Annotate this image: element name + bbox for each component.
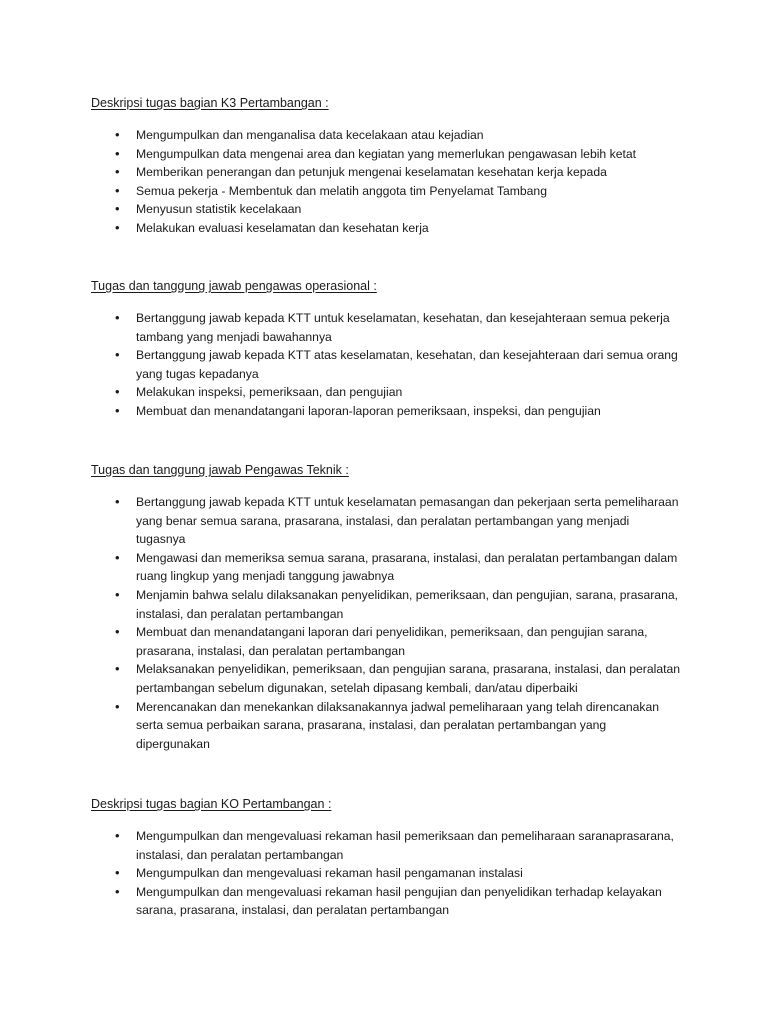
section-k3-pertambangan xyxy=(91,94,691,238)
bullet-list xyxy=(91,493,691,753)
list-item: • Melakukan inspeksi, pemeriksaan, dan pengujian xyxy=(91,383,681,402)
list-item: • Mengawasi dan memeriksa semua sarana, prasarana, instalasi, dan peralatan pertambangan dalam ruang lingkup yang menjadi tanggung jawabnya xyxy=(91,549,681,586)
list-item: • Semua pekerja - Membentuk dan melatih anggota tim Penyelamat Tambang xyxy=(91,182,681,201)
section-heading: Deskripsi tugas bagian K3 Pertambangan : xyxy=(91,96,329,110)
list-item: • Menjamin bahwa selalu dilaksanakan penyelidikan, pemeriksaan, dan pengujian, sarana, prasarana, instalasi, dan peralatan pertambangan xyxy=(91,586,681,623)
list-item: • Membuat dan menandatangani laporan-laporan pemeriksaan, inspeksi, dan pengujian xyxy=(91,402,681,421)
list-item: • Mengumpulkan dan mengevaluasi rekaman hasil pengujian dan penyelidikan terhadap kelayakan sarana, prasarana, instalasi, dan peralatan pertambangan xyxy=(91,883,681,920)
list-item: • Bertanggung jawab kepada KTT untuk keselamatan pemasangan dan pekerjaan serta pemeliharaan yang benar semua sarana, prasarana, instalasi, dan peralatan pertambangan yang menjadi tugasnya xyxy=(91,493,681,549)
section-pengawas-teknik xyxy=(91,461,691,753)
bullet-list xyxy=(91,309,691,421)
bullet-list xyxy=(91,827,691,920)
section-heading: Tugas dan tanggung jawab Pengawas Teknik : xyxy=(91,463,349,477)
bullet-list xyxy=(91,126,691,238)
list-item: • Mengumpulkan dan mengevaluasi rekaman hasil pengamanan instalasi xyxy=(91,864,681,883)
list-item: • Bertanggung jawab kepada KTT untuk keselamatan, kesehatan, dan kesejahteraan semua pekerja tambang yang menjadi bawahannya xyxy=(91,309,681,346)
list-item: • Mengumpulkan dan mengevaluasi rekaman hasil pemeriksaan dan pemeliharaan saranaprasarana, instalasi, dan peralatan pertambangan xyxy=(91,827,681,864)
list-item: • Mengumpulkan data mengenai area dan kegiatan yang memerlukan pengawasan lebih ketat xyxy=(91,145,681,164)
list-item: • Menyusun statistik kecelakaan xyxy=(91,200,681,219)
section-pengawas-operasional xyxy=(91,277,691,421)
list-item: • Mengumpulkan dan menganalisa data kecelakaan atau kejadian xyxy=(91,126,681,145)
list-item: • Memberikan penerangan dan petunjuk mengenai keselamatan kesehatan kerja kepada xyxy=(91,163,681,182)
list-item: • Bertanggung jawab kepada KTT atas keselamatan, kesehatan, dan kesejahteraan dari semua orang yang tugas kepadanya xyxy=(91,346,681,383)
list-item: • Melaksanakan penyelidikan, pemeriksaan, dan pengujian sarana, prasarana, instalasi, dan peralatan pertambangan sebelum digunakan, setelah dipasang kembali, dan/atau diperbaiki xyxy=(91,660,681,697)
section-ko-pertambangan xyxy=(91,795,691,920)
list-item: • Melakukan evaluasi keselamatan dan kesehatan kerja xyxy=(91,219,681,238)
section-heading: Deskripsi tugas bagian KO Pertambangan : xyxy=(91,797,332,811)
list-item: • Membuat dan menandatangani laporan dari penyelidikan, pemeriksaan, dan pengujian sarana, prasarana, instalasi, dan peralatan pertambangan xyxy=(91,623,681,660)
list-item: • Merencanakan dan menekankan dilaksanakannya jadwal pemeliharaan yang telah direncanakan serta semua perbaikan sarana, prasarana, instalasi, dan peralatan pertambangan yang dipergunakan xyxy=(91,698,681,754)
section-heading: Tugas dan tanggung jawab pengawas operasional : xyxy=(91,279,377,293)
